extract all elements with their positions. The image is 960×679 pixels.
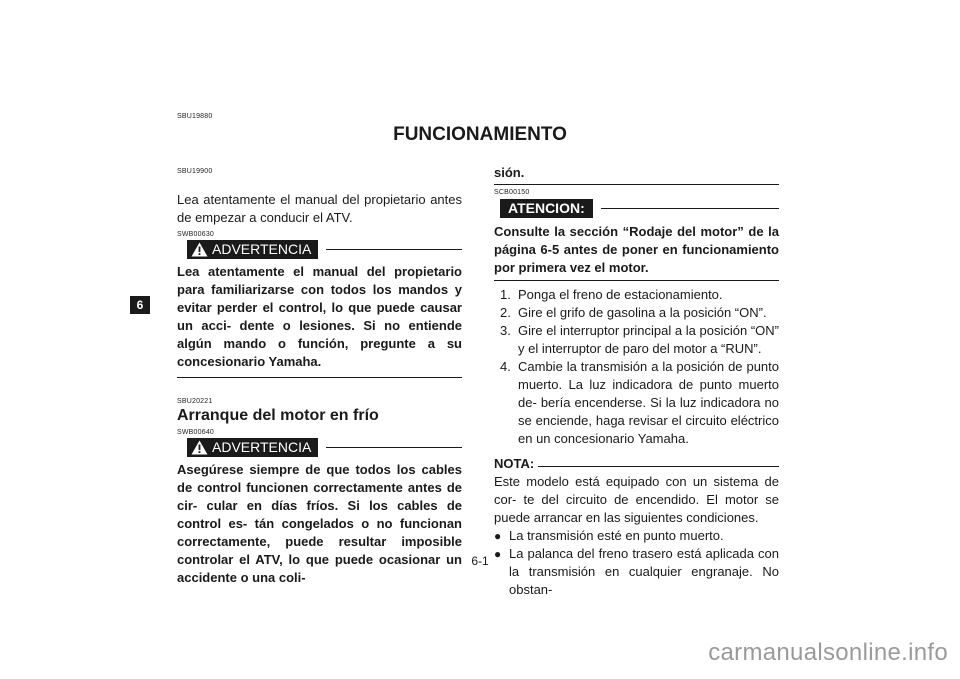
warning1-text: Lea atentamente el manual del propietario para familiarizarse con todos los mandos y evitar perder el control, lo que puede causar un acci- dente o lesiones. Si no entiende algún mando o función, pregunte a su concesionario Yamaha. [177,264,462,369]
list-item: 2. Gire el grifo de gasolina a la posición “ON”. [500,305,767,320]
section-code: SBU20221 [177,398,213,405]
bullet-icon: ● [494,529,502,543]
warning1-label: ADVERTENCIA [212,241,312,257]
page-title: FUNCIONAMIENTO [393,124,567,145]
section-heading: Arranque del motor en frío [177,407,379,424]
warning2-label: ADVERTENCIA [212,439,312,455]
list-item: 4. Cambie la transmisión a la posición de punto muerto. La luz indicadora de punto muerto de- bería encenderse. Si la luz indicadora no se enciende, haga revisar el circuito eléctrico en un concesionario Yamaha. [500,359,779,446]
title-code: SBU19880 [177,113,213,120]
steps-list [494,286,779,448]
intro-paragraph: Lea atentamente el manual del propietario antes de empezar a conducir el ATV. [177,192,462,225]
warning2-banner [177,438,462,457]
warning1-code: SWB00630 [177,231,215,238]
warning2-text: Asegúrese siempre de que todos los cables de control funcionen correctamente antes de cir- cular en días fríos. Si los cables de control es- tán congelados o no funcionan correctamente, puede resultar imposible controlar el ATV, lo que puede ocasionar un accidente o una coli- [177,462,462,585]
list-item: ● La transmisión esté en punto muerto. [494,528,724,543]
watermark: carmanualsonline.info [708,639,948,666]
warning1-end-rule [177,377,462,378]
list-item: ● La palanca del freno trasero está aplicada con la transmisión en cualquier engranaje. No obstan- [494,546,779,597]
right-column [494,164,779,599]
warning-triangle-icon [191,242,208,257]
caution-code: SCB00150 [494,189,530,196]
note-label: NOTA: [494,456,535,471]
warning2-code: SWB00640 [177,429,215,436]
note-header [494,456,779,471]
caution-end-rule [494,280,779,281]
list-item: 3. Gire el interruptor principal a la posición “ON” y el interruptor de paro del motor a “RUN”. [500,323,779,356]
continued-text: sión. [494,165,525,180]
intro-code: SBU19900 [177,168,213,175]
page-number: 6-1 [471,554,489,568]
caution-text: Consulte la sección “Rodaje del motor” de la página 6-5 antes de poner en funcionamiento por primera vez el motor. [494,224,779,275]
caution-label: ATENCION: [508,200,585,216]
warning1-banner [177,240,462,259]
chapter-tab: 6 [130,296,150,314]
warning-triangle-icon [191,440,208,455]
left-column [177,168,462,587]
continued-rule [494,184,779,185]
caution-banner [494,199,779,218]
note-text: Este modelo está equipado con un sistema de cor- te del circuito de encendido. El motor se puede arrancar en las siguientes condiciones. [494,474,779,525]
list-item: 1. Ponga el freno de estacionamiento. [500,287,723,302]
bullet-icon: ● [494,547,502,561]
